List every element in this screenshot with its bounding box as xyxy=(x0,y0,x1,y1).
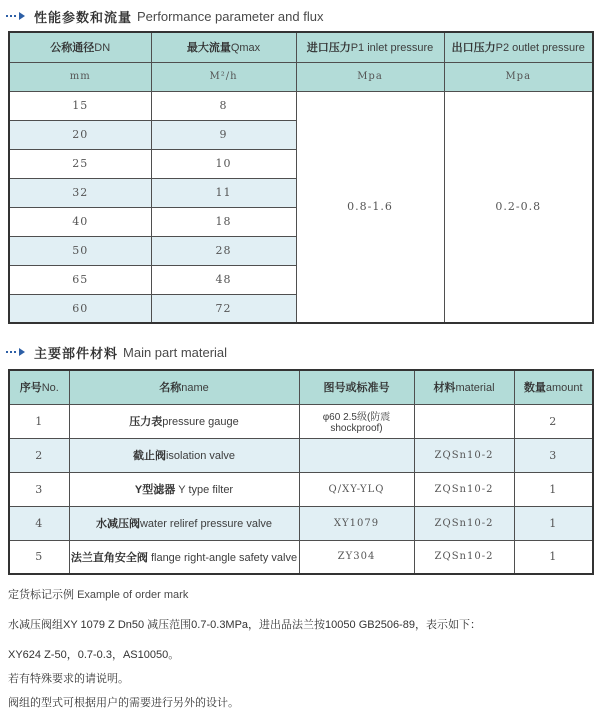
amount-cell: 3 xyxy=(514,438,593,472)
material-table xyxy=(8,369,594,575)
note-line: 水减压阀组XY 1079 Z Dn50 减压范围0.7-0.3MPa，进出品法兰按10050 GB2506-89，表示如下： xyxy=(8,619,481,631)
name-zh: 水减压阀 xyxy=(95,518,140,530)
order-mark-notes xyxy=(8,587,592,711)
flow-cell: 10 xyxy=(151,149,296,178)
no-cell: 4 xyxy=(9,506,69,540)
flow-cell: 11 xyxy=(151,178,296,207)
note-en: Example of order mark xyxy=(77,589,189,601)
name-cell xyxy=(69,506,299,540)
unit-cell: M²/h xyxy=(151,62,296,91)
drawing-cell: φ60 2.5级(防震shockproof) xyxy=(299,404,414,438)
table-row xyxy=(9,438,593,472)
header-cell-no xyxy=(9,370,69,404)
header-cell-dn xyxy=(9,32,151,62)
material-cell: ZQSn10-2 xyxy=(414,506,514,540)
header-en: P2 outlet pressure xyxy=(495,42,585,55)
header-cell-inlet xyxy=(296,32,444,62)
flow-cell: 28 xyxy=(151,236,296,265)
table-row xyxy=(9,472,593,506)
amount-cell: 1 xyxy=(514,540,593,574)
header-cell-amount xyxy=(514,370,593,404)
outlet-pressure-cell: 0.2-0.8 xyxy=(444,91,593,323)
header-en: name xyxy=(181,382,209,395)
section-title-en: Performance parameter and flux xyxy=(137,8,324,24)
note-line: 阀组的型式可根据用户的需要进行另外的设计。 xyxy=(8,697,239,709)
dashed-arrow-icon xyxy=(6,12,25,20)
amount-cell: 1 xyxy=(514,506,593,540)
dn-cell: 50 xyxy=(9,236,151,265)
name-cell xyxy=(69,438,299,472)
header-zh: 数量 xyxy=(523,382,546,395)
section-title-en: Main part material xyxy=(123,344,228,360)
header-zh: 名称 xyxy=(159,382,182,395)
header-zh: 出口压力 xyxy=(451,42,496,55)
table-header-row xyxy=(9,370,593,404)
dn-cell: 65 xyxy=(9,265,151,294)
dn-cell: 40 xyxy=(9,207,151,236)
note-line: XY624 Z-50，0.7-0.3，AS10050。 xyxy=(8,649,180,661)
name-en: isolation valve xyxy=(165,450,236,462)
name-zh: 截止阀 xyxy=(132,450,166,462)
drawing-cell: Q/XY-YLQ xyxy=(299,472,414,506)
header-en: Qmax xyxy=(230,42,261,55)
header-zh: 公称通径 xyxy=(50,42,95,55)
dn-cell: 32 xyxy=(9,178,151,207)
name-en: pressure gauge xyxy=(162,416,239,428)
header-cell-qmax xyxy=(151,32,296,62)
header-en: amount xyxy=(545,382,583,395)
dn-cell: 15 xyxy=(9,91,151,120)
no-cell: 3 xyxy=(9,472,69,506)
flow-cell: 48 xyxy=(151,265,296,294)
no-cell: 1 xyxy=(9,404,69,438)
name-cell xyxy=(69,540,299,574)
header-en: DN xyxy=(94,42,111,55)
material-cell: ZQSn10-2 xyxy=(414,540,514,574)
dn-cell: 20 xyxy=(9,120,151,149)
note-zh: 定货标记示例 xyxy=(8,589,74,601)
name-en: Y type filter xyxy=(175,484,234,496)
flow-cell: 18 xyxy=(151,207,296,236)
table-row xyxy=(9,91,593,120)
name-zh: 压力表 xyxy=(129,416,163,428)
drawing-cell: XY1079 xyxy=(299,506,414,540)
amount-cell: 2 xyxy=(514,404,593,438)
table-row xyxy=(9,540,593,574)
header-zh: 进口压力 xyxy=(306,42,351,55)
section-title-zh: 主要部件材料 xyxy=(34,345,119,361)
no-cell: 2 xyxy=(9,438,69,472)
inlet-pressure-cell: 0.8-1.6 xyxy=(296,91,444,323)
table-header-row xyxy=(9,32,593,62)
unit-cell: Mpa xyxy=(444,62,593,91)
material-cell xyxy=(414,404,514,438)
performance-table xyxy=(8,31,594,324)
header-zh: 最大流量 xyxy=(186,42,231,55)
drawing-cell xyxy=(299,438,414,472)
header-cell-material xyxy=(414,370,514,404)
material-cell: ZQSn10-2 xyxy=(414,472,514,506)
header-cell-name xyxy=(69,370,299,404)
note-example-title xyxy=(8,587,592,603)
flow-cell: 72 xyxy=(151,294,296,323)
no-cell: 5 xyxy=(9,540,69,574)
dashed-arrow-icon xyxy=(6,348,25,356)
dn-cell: 25 xyxy=(9,149,151,178)
header-en: material xyxy=(455,382,495,395)
amount-cell: 1 xyxy=(514,472,593,506)
header-zh: 图号或标准号 xyxy=(323,382,390,395)
header-en: No. xyxy=(41,382,59,395)
material-cell: ZQSn10-2 xyxy=(414,438,514,472)
name-en: water reliref pressure valve xyxy=(139,518,273,530)
performance-section-title xyxy=(4,8,592,24)
name-zh: Y型滤器 xyxy=(134,484,176,496)
table-row xyxy=(9,506,593,540)
table-row xyxy=(9,404,593,438)
unit-cell: Mpa xyxy=(296,62,444,91)
header-zh: 序号 xyxy=(19,382,42,395)
name-zh: 法兰直角安全阀 xyxy=(70,551,148,564)
material-section-title xyxy=(4,344,592,360)
unit-cell: mm xyxy=(9,62,151,91)
header-cell-drawing xyxy=(299,370,414,404)
header-cell-outlet xyxy=(444,32,593,62)
header-zh: 材料 xyxy=(433,382,456,395)
section-title-zh: 性能参数和流量 xyxy=(34,9,133,25)
drawing-cell: ZY304 xyxy=(299,540,414,574)
header-en: P1 inlet pressure xyxy=(350,42,434,55)
flow-cell: 8 xyxy=(151,91,296,120)
name-cell xyxy=(69,404,299,438)
dn-cell: 60 xyxy=(9,294,151,323)
name-en: flange right-angle safety valve xyxy=(147,551,298,564)
note-line: 若有特殊要求的请说明。 xyxy=(8,673,129,685)
name-cell xyxy=(69,472,299,506)
flow-cell: 9 xyxy=(151,120,296,149)
table-unit-row xyxy=(9,62,593,91)
